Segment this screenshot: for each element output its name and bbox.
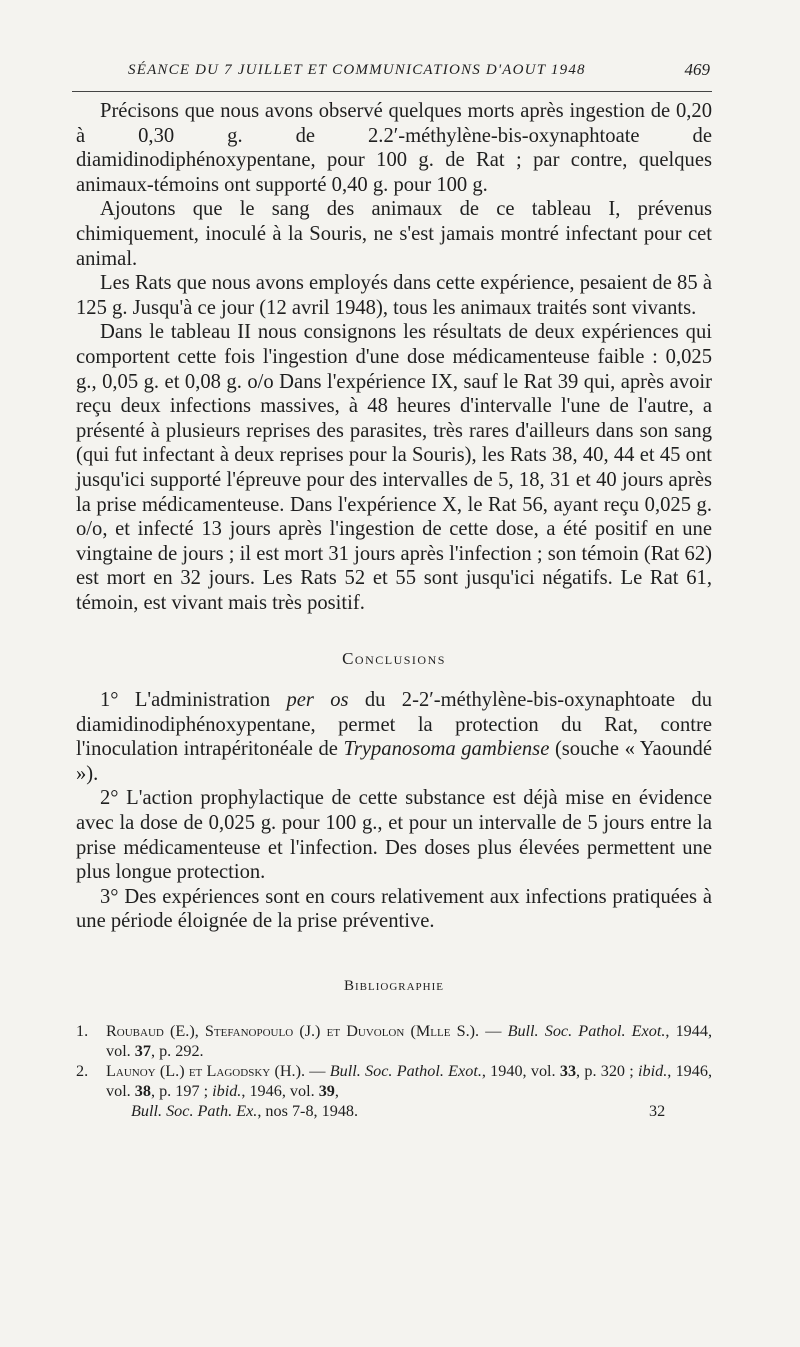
reference-journal: Bull. Soc. Pathol. Exot. (329, 1061, 482, 1080)
reference-volume: 37 (134, 1041, 151, 1060)
reference-journal: Bull. Soc. Pathol. Exot. (507, 1021, 666, 1040)
bibliography-heading: Bibliographie (344, 978, 444, 994)
reference-list (76, 1021, 712, 1101)
reference-number: 2. (76, 1061, 89, 1080)
footer-issue: , nos 7-8, 1948. (257, 1101, 359, 1120)
conclusion-1-species: Trypanosoma gambiense (343, 738, 550, 761)
reference-text: , 1946, vol. (106, 1061, 713, 1100)
paragraph: Dans le tableau II nous consignons les résultats de deux expériences qui comportent cette fois l'ingestion d'une dose médicamenteuse faible : 0,025 g., 0,05 g. et 0,08 g. o/o Dans l'expérience IX, sauf le Rat 39 qui, après avoir reçu deux infections massives, à 48 heures d'intervalle l'une de l'autre, a présenté à plusieurs reprises des parasites, très rares d'ailleurs dans son sang (qui fut infectant à deux reprises pour la Souris), les Rats 38, 40, 44 et 45 ont jusqu'ici supporté l'épreuve pour des intervalles de 5, 18, 31 et 40 jours après la prise médicamenteuse. Dans l'expérience X, le Rat 56, ayant reçu 0,025 g. o/o, et infecté 13 jours après l'ingestion de cette dose, a été positif en une vingtaine de jours ; il est mort 31 jours après l'infection ; son témoin (Rat 62) est mort en 32 jours. Les Rats 52 et 55 sont jusqu'ici négatifs. Le Rat 61, témoin, est vivant mais très positif. (76, 321, 712, 614)
conclusion-3: 3° Des expériences sont en cours relativement aux infections pratiquées à une période éloignée de la prise préventive. (76, 885, 712, 933)
conclusion-1 (76, 688, 712, 786)
page-footer (76, 1101, 712, 1121)
reference-volume: 39 (318, 1081, 335, 1100)
reference-authors: Launoy (L.) et Lagodsky (H.). (106, 1061, 306, 1080)
reference-dash: — (305, 1061, 330, 1080)
footer-journal: Bull. Soc. Path. Ex. (131, 1101, 258, 1120)
reference-authors: Roubaud (E.), Stefanopoulo (J.) et Duvolon (Mlle S.). (106, 1021, 480, 1040)
reference-ibid: ibid. (212, 1081, 242, 1100)
conclusion-1-text-b: du 2-2′-méthylène-bis-oxynaphtoate du diamidinodiphénoxypentane, permet la protection du Rat, contre l'inoculation intrapéritonéale de (76, 689, 712, 761)
paragraph: Ajoutons que le sang des animaux de ce tableau I, prévenus chimiquement, inoculé à la Souris, ne s'est jamais montré infectant pour cet animal. (76, 198, 712, 270)
reference-text: , p. 197 ; (150, 1081, 213, 1100)
conclusion-2: 2° L'action prophylactique de cette substance est déjà mise en évidence avec la dose de 0,025 g. pour 100 g., et pour un intervalle de 5 jours entre la prise médicamenteuse et l'infection. Des doses plus élevées permettent une plus longue protection. (76, 787, 712, 884)
reference-text: , 1946, vol. (241, 1081, 319, 1100)
conclusion-1-per-os: per os (286, 689, 349, 712)
running-title: SÉANCE DU 7 JUILLET ET COMMUNICATIONS D'AOUT 1948 (128, 62, 586, 78)
reference-volume: 33 (559, 1061, 577, 1080)
reference-2 (76, 1061, 712, 1101)
page-number: 469 (684, 60, 710, 79)
reference-ibid: ibid. (638, 1061, 668, 1080)
reference-dash: — (479, 1021, 508, 1040)
conclusion-1-text-a: 1° L'administration (100, 689, 287, 712)
reference-text: , (334, 1081, 339, 1100)
signature-mark: 32 (649, 1101, 666, 1120)
reference-year: , 1944, vol. (106, 1021, 713, 1060)
header-rule (72, 91, 712, 92)
reference-text: , p. 320 ; (576, 1061, 639, 1080)
reference-1 (76, 1021, 712, 1061)
conclusion-1-text-c: (souche « Yaoundé »). (76, 738, 712, 785)
reference-pages: , p. 292. (150, 1041, 204, 1060)
paragraph: Précisons que nous avons observé quelques morts après ingestion de 0,20 à 0,30 g. de 2.2′-méthylène-bis-oxynaphtoate de diamidinodiphénoxypentane, pour 100 g. de Rat ; par contre, quelques animaux-témoins ont supporté 0,40 g. pour 100 g. (76, 100, 712, 196)
running-header (76, 60, 712, 86)
body-text (76, 99, 712, 1121)
paragraph: Les Rats que nous avons employés dans cette expérience, pesaient de 85 à 125 g. Jusqu'à ce jour (12 avril 1948), tous les animaux traités sont vivants. (76, 272, 712, 319)
footer-source (131, 1101, 358, 1121)
reference-volume: 38 (134, 1081, 151, 1100)
reference-text: , 1940, vol. (481, 1061, 560, 1080)
conclusions-heading: Conclusions (342, 649, 446, 669)
reference-number: 1. (76, 1021, 89, 1040)
